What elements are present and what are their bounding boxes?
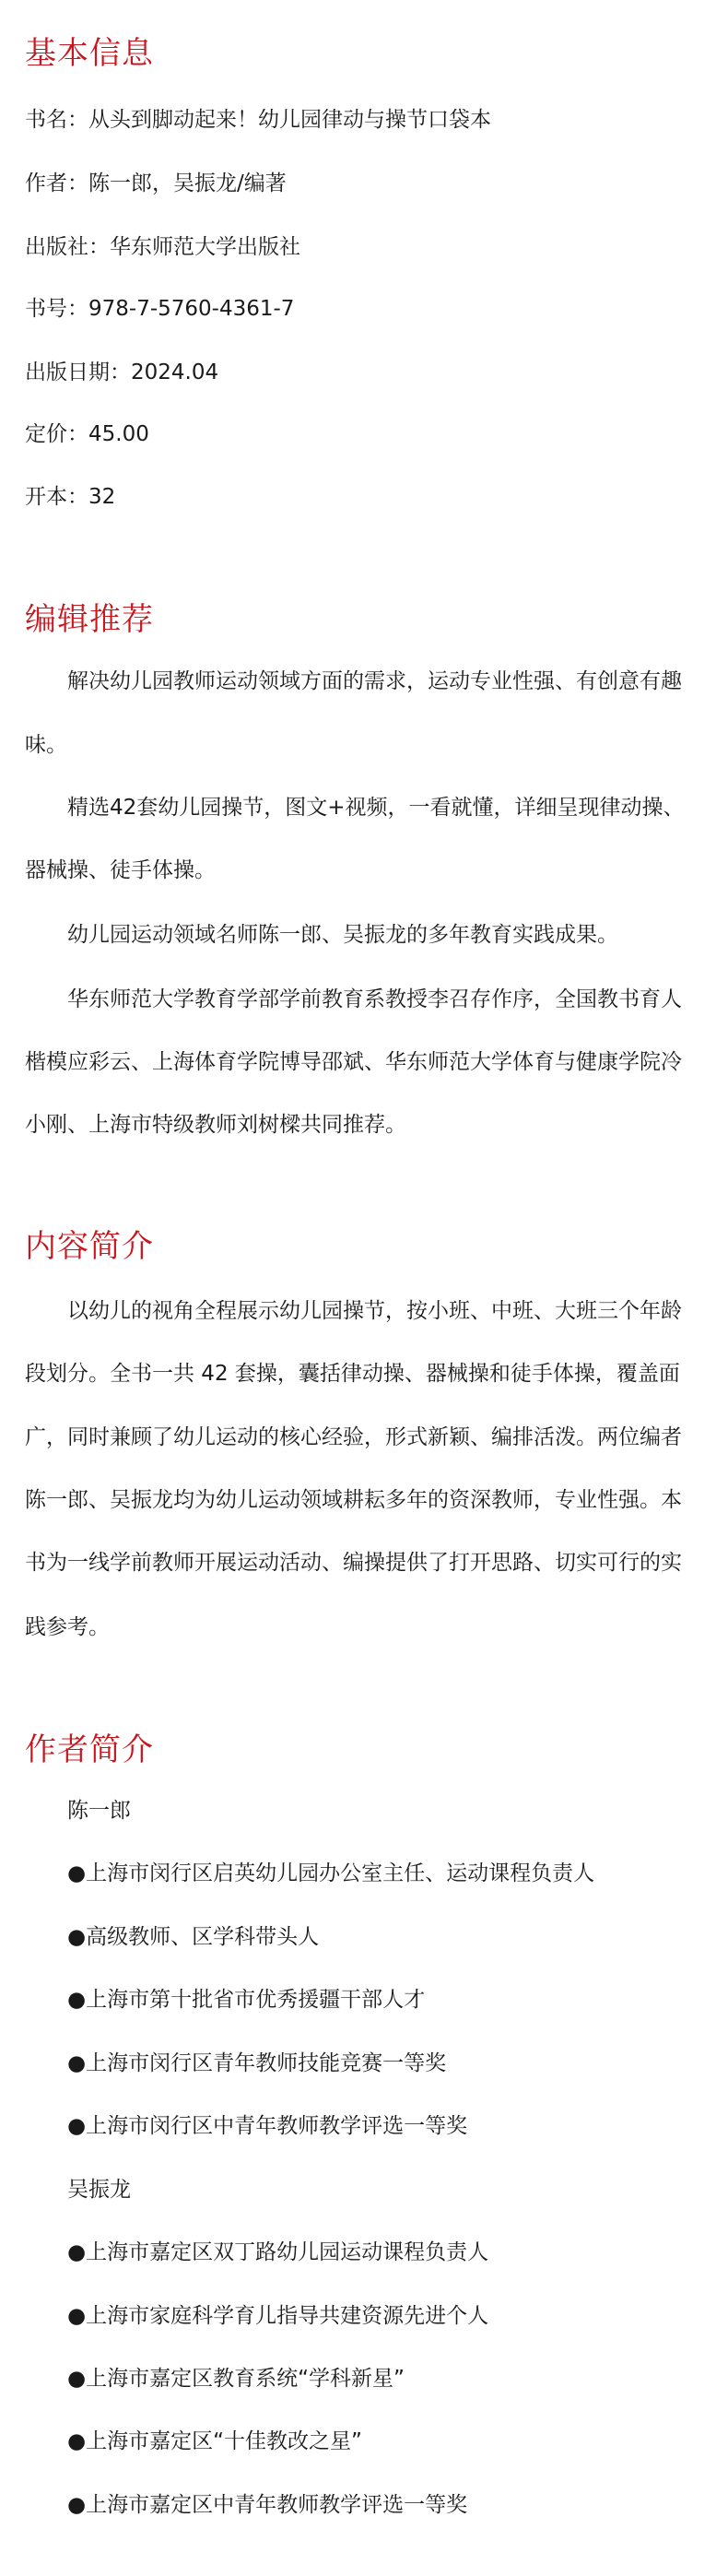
content-intro-heading: 内容简介 bbox=[25, 1228, 154, 1265]
author-name: 陈一郎 bbox=[67, 1799, 131, 1823]
recommend-line: 幼儿园运动领域名师陈一郎、吴振龙的多年教育实践成果。 bbox=[67, 923, 618, 947]
recommend-line: 楷模应彩云、上海体育学院博导邵斌、华东师范大学体育与健康学院冷 bbox=[25, 1050, 682, 1074]
author-bullet: ●上海市闵行区启英幼儿园办公室主任、运动课程负责人 bbox=[67, 1861, 595, 1885]
author-bullet: ●上海市嘉定区中青年教师教学评选一等奖 bbox=[67, 2493, 468, 2517]
recommend-line: 味。 bbox=[25, 733, 67, 757]
intro-line: 以幼儿的视角全程展示幼儿园操节，按小班、中班、大班三个年龄 bbox=[67, 1299, 682, 1323]
recommend-line: 华东师范大学教育学部学前教育系教授李召存作序，全国教书育人 bbox=[67, 987, 682, 1011]
price-info: 定价：45.00 bbox=[25, 422, 149, 446]
basic-info-heading: 基本信息 bbox=[25, 35, 154, 72]
author-intro-heading: 作者简介 bbox=[25, 1731, 154, 1768]
isbn-info: 书号：978-7-5760-4361-7 bbox=[25, 297, 295, 321]
intro-line: 践参考。 bbox=[25, 1615, 110, 1639]
publish-date-info: 出版日期：2024.04 bbox=[25, 360, 219, 384]
intro-line: 陈一郎、吴振龙均为幼儿运动领域耕耘多年的资深教师，专业性强。本 bbox=[25, 1488, 682, 1512]
recommend-line: 解决幼儿园教师运动领域方面的需求，运动专业性强、有创意有趣 bbox=[67, 669, 682, 693]
intro-line: 段划分。全书一共 42 套操，囊括律动操、器械操和徒手体操，覆盖面 bbox=[25, 1362, 680, 1386]
intro-line: 广，同时兼顾了幼儿运动的核心经验，形式新颖、编排活泼。两位编者 bbox=[25, 1425, 682, 1449]
author-bullet: ●上海市嘉定区教育系统“学科新星” bbox=[67, 2367, 405, 2391]
book-title-info: 书名：从头到脚动起来！幼儿园律动与操节口袋本 bbox=[25, 108, 491, 132]
recommend-line: 精选42套幼儿园操节，图文+视频，一看就懂，详细呈现律动操、 bbox=[67, 796, 685, 820]
author-bullet: ●上海市家庭科学育儿指导共建资源先进个人 bbox=[67, 2304, 489, 2328]
author-bullet: ●高级教师、区学科带头人 bbox=[67, 1925, 320, 1949]
author-bullet: ●上海市闵行区青年教师技能竞赛一等奖 bbox=[67, 2051, 447, 2075]
recommend-line: 小刚、上海市特级教师刘树樑共同推荐。 bbox=[25, 1113, 406, 1137]
publisher-info: 出版社：华东师范大学出版社 bbox=[25, 235, 300, 259]
format-info: 开本：32 bbox=[25, 485, 116, 509]
intro-line: 书为一线学前教师开展运动活动、编操提供了打开思路、切实可行的实 bbox=[25, 1551, 682, 1575]
author-name: 吴振龙 bbox=[67, 2178, 131, 2202]
editor-recommend-heading: 编辑推荐 bbox=[25, 601, 154, 638]
author-bullet: ●上海市闵行区中青年教师教学评选一等奖 bbox=[67, 2114, 468, 2138]
author-bullet: ●上海市嘉定区双丁路幼儿园运动课程负责人 bbox=[67, 2240, 489, 2264]
author-bullet: ●上海市嘉定区“十佳教改之星” bbox=[67, 2429, 362, 2453]
recommend-line: 器械操、徒手体操。 bbox=[25, 858, 216, 882]
author-bullet: ●上海市第十批省市优秀援疆干部人才 bbox=[67, 1988, 426, 2012]
author-info: 作者：陈一郎，吴振龙/编著 bbox=[25, 171, 287, 195]
